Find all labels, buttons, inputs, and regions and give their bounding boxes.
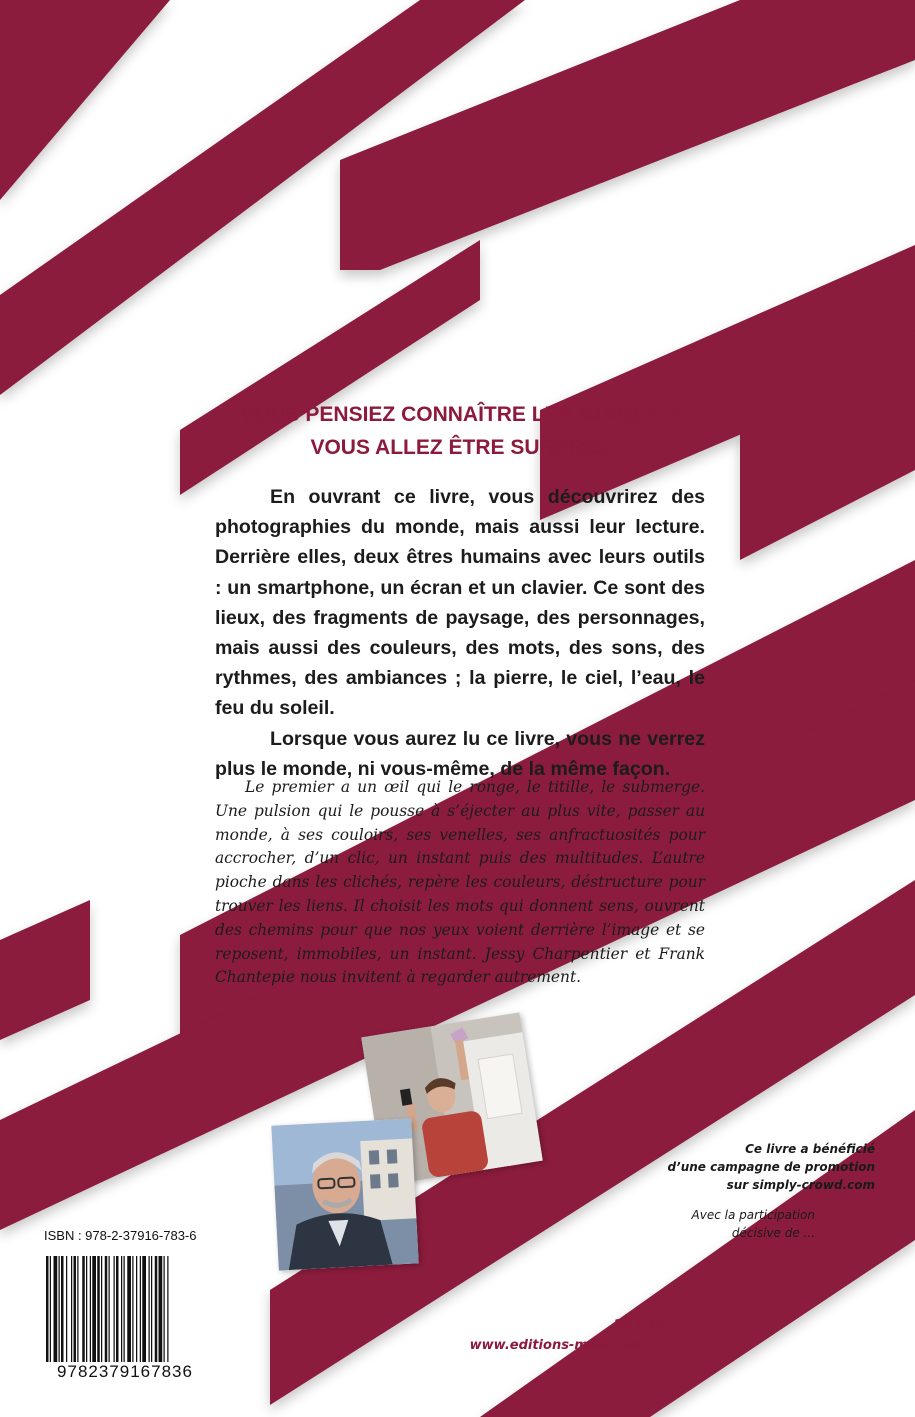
- promotion-line-2: d’une campagne de promotion: [667, 1160, 875, 1174]
- barcode-bar: [59, 1256, 60, 1364]
- blurb-paragraph-2: Lorsque vous aurez lu ce livre, vous ne verrez plus le monde, ni vous-même, de la même façon.: [215, 727, 705, 780]
- participation-line-1: Avec la participation: [691, 1208, 815, 1222]
- promotion-note: [640, 1140, 875, 1194]
- barcode-digits: 9782379167836: [40, 1362, 210, 1382]
- participation-note: [640, 1206, 815, 1242]
- barcode-bar: [74, 1256, 77, 1364]
- barcode-bar: [136, 1256, 137, 1364]
- barcode-bar: [109, 1256, 110, 1364]
- barcode-bar: [61, 1256, 64, 1364]
- decorative-stripe: [0, 900, 90, 1040]
- barcode-bar: [132, 1256, 133, 1364]
- barcode-bar: [159, 1256, 163, 1364]
- promotion-line-3: sur simply-crowd.com: [726, 1178, 875, 1192]
- decorative-stripe: [0, 0, 170, 200]
- author-photo-older-man: [271, 1118, 418, 1270]
- barcode-bar: [142, 1256, 146, 1364]
- barcode-bar: [54, 1256, 58, 1364]
- barcode-bar: [155, 1256, 158, 1364]
- older-man-portrait-illustration: [271, 1118, 418, 1270]
- headline: [200, 398, 720, 464]
- blurb: [215, 482, 705, 784]
- headline-line-2: VOUS ALLEZ ÊTRE SURPRIS.: [310, 436, 610, 459]
- barcode-bar: [114, 1256, 115, 1364]
- barcode-bar: [71, 1256, 72, 1364]
- barcode-bar: [86, 1256, 87, 1364]
- barcode-bar: [97, 1256, 100, 1364]
- barcode-bar: [105, 1256, 108, 1364]
- isbn-label: ISBN : 978-2-37916-783-6: [44, 1228, 197, 1243]
- barcode-bar: [127, 1256, 131, 1364]
- barcode-bar: [121, 1256, 122, 1364]
- barcode-bar: [90, 1256, 91, 1364]
- barcode-bar: [167, 1256, 168, 1364]
- price: 22 € ttc: [613, 1318, 670, 1333]
- barcode-bar: [46, 1256, 49, 1364]
- barcode-bar: [77, 1256, 78, 1364]
- author-description-text: Le premier a un œil qui le ronge, le titille, le submerge. Une pulsion qui le pousse à s’éjecter au plus vite, passer au monde, à ses couloirs, ses venelles, ses anfractuosités pour accrocher, d’un clic, un instant puis des multitudes. L’autre pioche dans les clichés, repère les couleurs, déstructure pour trouver les liens. Il choisit les mots qui donnent sens, ouvrent des chemins pour que nos yeux voient derrière l’image et se reposent, immobiles, un instant. Jessy Charpentier et Frank Chantepie nous invitent à regarder autrement.: [215, 778, 705, 987]
- barcode-bar: [92, 1256, 96, 1364]
- barcode-bar: [82, 1256, 85, 1364]
- barcode-bar: [124, 1256, 125, 1364]
- barcode-bar: [66, 1256, 67, 1364]
- promotion-line-1: Ce livre a bénéficié: [745, 1142, 875, 1156]
- barcode-bar: [116, 1256, 119, 1364]
- publisher-website: www.editions-maia.com: [469, 1338, 645, 1353]
- barcode-bar: [101, 1256, 102, 1364]
- barcode-bar: [50, 1256, 51, 1364]
- barcode-bar: [140, 1256, 141, 1364]
- headline-line-1: VOUS PENSIEZ CONNAÎTRE LES IMAGES ?: [240, 403, 680, 426]
- barcode-bar: [151, 1256, 152, 1364]
- participation-line-2: décisive de ...: [731, 1226, 815, 1240]
- barcode-bar: [149, 1256, 150, 1364]
- author-description: [215, 776, 705, 990]
- barcode-bar: [164, 1256, 165, 1364]
- blurb-paragraph-1: En ouvrant ce livre, vous découvrirez des photographies du monde, mais aussi leur lecture. Derrière elles, deux êtres humains avec leurs outils : un smartphone, un écran et un clavier. Ce sont des lieux, des fragments de paysage, des personnages, mais aussi des couleurs, des mots, des sons, des rythmes, des ambiances ; la pierre, le ciel, l’eau, le feu du soleil.: [215, 486, 705, 720]
